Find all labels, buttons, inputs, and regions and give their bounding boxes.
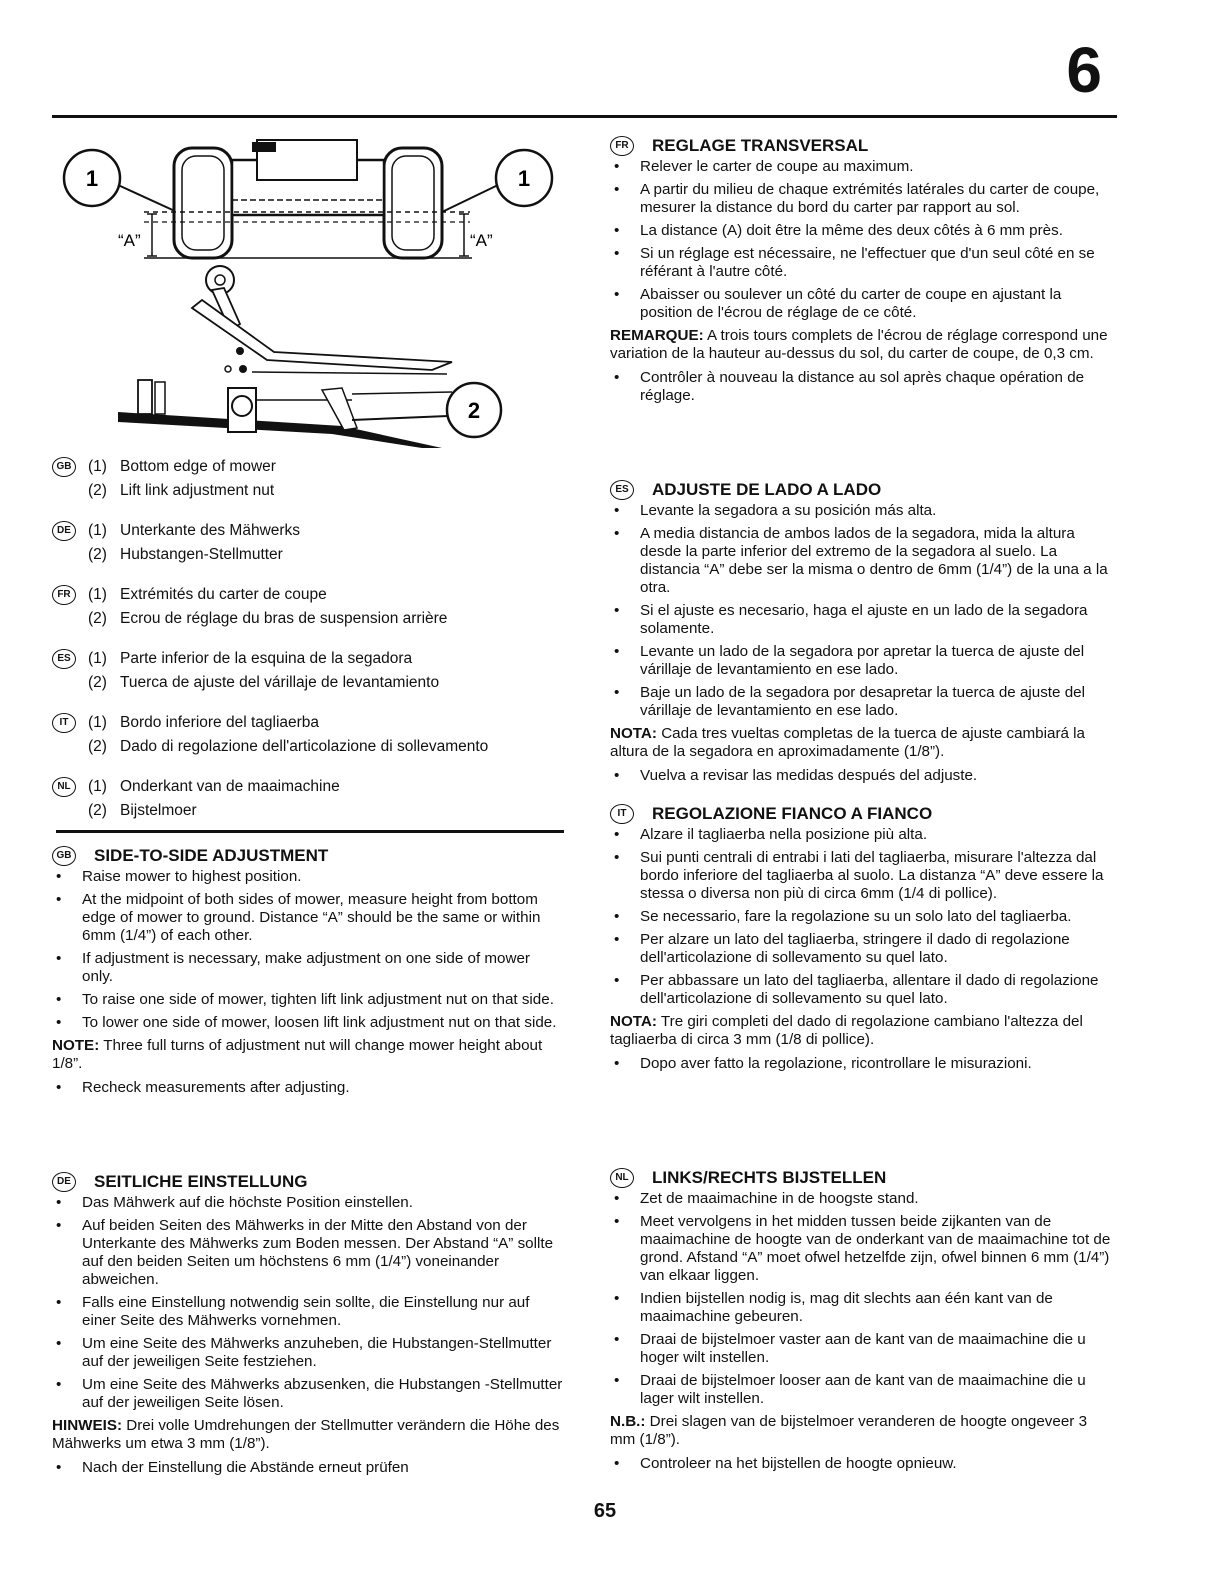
legend-separator bbox=[56, 830, 564, 833]
legend-num: (1) bbox=[88, 586, 107, 603]
bullet-item: • If adjustment is necessary, make adjustment on one side of mower only. bbox=[52, 950, 564, 986]
bullet-item: • At the midpoint of both sides of mower, measure height from bottom edge of mower to ground. Distance “A” should be the same or within 6mm (1/4”) of each other. bbox=[52, 891, 564, 945]
section-heading bbox=[52, 846, 564, 866]
section-gb bbox=[52, 846, 564, 1102]
section-it bbox=[610, 804, 1115, 1078]
bullet-item: • Si un réglage est nécessaire, ne l'effectuer que d'un seul côté en se référant à l'autre côté. bbox=[610, 245, 1115, 281]
bullet-list bbox=[610, 1190, 1115, 1408]
bullet-list bbox=[610, 502, 1115, 720]
note-text: Cada tres vueltas completas de la tuerca de ajuste cambiará la altura de la segadora en aproximadamente (1/8”). bbox=[610, 725, 1085, 760]
legend-group-de bbox=[52, 519, 564, 567]
bullet-item: • Per abbassare un lato del tagliaerba, allentare il dado di regolazione dell'articolazione di sollevamento su quel lato. bbox=[610, 972, 1115, 1008]
callout-2: 2 bbox=[467, 398, 481, 423]
lang-badge-de: DE bbox=[52, 1172, 76, 1192]
section-title: LINKS/RECHTS BIJSTELLEN bbox=[652, 1168, 887, 1187]
lang-badge-fr: FR bbox=[52, 585, 76, 605]
legend-text: Onderkant van de maaimachine bbox=[120, 778, 340, 795]
bullet-item: • A partir du milieu de chaque extrémités latérales du carter de coupe, mesurer la distance du bord du carter par rapport au sol. bbox=[610, 181, 1115, 217]
section-title: ADJUSTE DE LADO A LADO bbox=[652, 480, 882, 499]
bullet-item: • Abaisser ou soulever un côté du carter de coupe en ajustant la position de l'écrou de réglage de ce côté. bbox=[610, 286, 1115, 322]
bullet-item: • Nach der Einstellung die Abstände erneut prüfen bbox=[52, 1459, 564, 1477]
chapter-number: 6 bbox=[1066, 34, 1102, 106]
bullet-item: • Vuelva a revisar las medidas después del adjuste. bbox=[610, 767, 1115, 785]
legend-num: (1) bbox=[88, 778, 107, 795]
bullet-item: • Draai de bijstelmoer vaster aan de kant van de maaimachine die u hoger wilt instellen. bbox=[610, 1331, 1115, 1367]
legend-text: Unterkante des Mähwerks bbox=[120, 522, 301, 539]
legend-text: Bottom edge of mower bbox=[120, 458, 276, 475]
bullet-item: • Si el ajuste es necesario, haga el ajuste en un lado de la segadora solamente. bbox=[610, 602, 1115, 638]
top-rule bbox=[52, 115, 1117, 118]
section-title: SEITLICHE EINSTELLUNG bbox=[94, 1172, 308, 1191]
bullet-item: • La distance (A) doit être la même des deux côtés à 6 mm près. bbox=[610, 222, 1115, 240]
bullet-item: • Falls eine Einstellung notwendig sein sollte, die Einstellung nur auf einer Seite des Mähwerks vornehmen. bbox=[52, 1294, 564, 1330]
lang-badge-es: ES bbox=[52, 649, 76, 669]
legend-text: Bordo inferiore del tagliaerba bbox=[120, 714, 320, 731]
note-text: Drei slagen van de bijstelmoer veranderen de hoogte ongeveer 3 mm (1/8”). bbox=[610, 1413, 1088, 1448]
legend-text: Hubstangen-Stellmutter bbox=[120, 546, 283, 563]
page-number: 65 bbox=[593, 1500, 617, 1522]
legend-text: Extrémités du carter de coupe bbox=[120, 586, 327, 603]
bullet-item: • Raise mower to highest position. bbox=[52, 868, 564, 886]
legend-num: (1) bbox=[88, 458, 107, 475]
section-heading bbox=[610, 480, 1115, 500]
lang-badge-fr: FR bbox=[610, 136, 634, 156]
bullet-item: • Zet de maaimachine in de hoogste stand. bbox=[610, 1190, 1115, 1208]
section-title: REGOLAZIONE FIANCO A FIANCO bbox=[652, 804, 933, 823]
note-label: NOTA: bbox=[610, 1013, 657, 1030]
lang-badge-it: IT bbox=[610, 804, 634, 824]
section-de bbox=[52, 1172, 564, 1482]
section-heading bbox=[610, 804, 1115, 824]
lang-badge-nl: NL bbox=[610, 1168, 634, 1188]
bullet-item: • Sui punti centrali di entrabi i lati del tagliaerba, misurare l'altezza dal bordo inferiore del tagliaerba al suolo. La distanza “A” deve essere la stessa o diversa non più di circa 6mm (1/4 di pollice). bbox=[610, 849, 1115, 903]
bullet-item: • Levante un lado de la segadora por apretar la tuerca de ajuste del várillaje de levantamiento en ese lado. bbox=[610, 643, 1115, 679]
bullet-item: • Se necessario, fare la regolazione su un solo lato del tagliaerba. bbox=[610, 908, 1115, 926]
section-fr bbox=[610, 136, 1115, 410]
bullet-item: • A media distancia de ambos lados de la segadora, mida la altura desde la parte inferior del extremo de la segadora al suelo. La distancia “A” debe ser la misma o dentro de 6mm (1/4”) de la una a la otra. bbox=[610, 525, 1115, 597]
legend-group-gb bbox=[52, 455, 564, 503]
bullet-item: • Draai de bijstelmoer looser aan de kant van de maaimachine die u lager wilt instellen. bbox=[610, 1372, 1115, 1408]
note bbox=[610, 1413, 1115, 1449]
note-label: HINWEIS: bbox=[52, 1417, 123, 1434]
legend-text: Bijstelmoer bbox=[120, 802, 197, 819]
bullet-item: • Relever le carter de coupe au maximum. bbox=[610, 158, 1115, 176]
section-title: REGLAGE TRANSVERSAL bbox=[652, 136, 869, 155]
legend-num: (1) bbox=[88, 650, 107, 667]
lang-badge-it: IT bbox=[52, 713, 76, 733]
legend-text: Parte inferior de la esquina de la segadora bbox=[120, 650, 413, 667]
lang-badge-es: ES bbox=[610, 480, 634, 500]
section-es bbox=[610, 480, 1115, 790]
legend bbox=[52, 455, 564, 823]
bullet-item: • Alzare il tagliaerba nella posizione più alta. bbox=[610, 826, 1115, 844]
section-heading bbox=[610, 136, 1115, 156]
bullet-list bbox=[52, 1194, 564, 1412]
legend-text: Ecrou de réglage du bras de suspension arrière bbox=[120, 610, 448, 627]
note-text: Drei volle Umdrehungen der Stellmutter verändern die Höhe des Mähwerks um etwa 3 mm (1/8”). bbox=[52, 1417, 560, 1452]
legend-num: (1) bbox=[88, 714, 107, 731]
note-text: Three full turns of adjustment nut will change mower height about 1/8”. bbox=[52, 1037, 543, 1072]
bullet-item: • Das Mähwerk auf die höchste Position einstellen. bbox=[52, 1194, 564, 1212]
note bbox=[610, 327, 1115, 363]
bullet-item: • Levante la segadora a su posición más alta. bbox=[610, 502, 1115, 520]
callout-1-right: 1 bbox=[517, 166, 531, 191]
note-text: Tre giri completi del dado di regolazione cambiano l'altezza del tagliaerba di circa 3 mm (1/8 di pollice). bbox=[610, 1013, 1083, 1048]
mower-adjustment-figure bbox=[52, 130, 564, 452]
bullet-item: • Auf beiden Seiten des Mähwerks in der Mitte den Abstand von der Unterkante des Mähwerks zum Boden messen. Der Abstand “A” sollte auf den beiden Seiten um höchstens 6 mm (1/4”) voneinander abweichen. bbox=[52, 1217, 564, 1289]
lang-badge-gb: GB bbox=[52, 846, 76, 866]
bullet-item: • Um eine Seite des Mähwerks abzusenken, die Hubstangen -Stellmutter auf der jeweiligen Seite lösen. bbox=[52, 1376, 564, 1412]
note-label: NOTE: bbox=[52, 1037, 100, 1054]
legend-num: (1) bbox=[88, 522, 107, 539]
note bbox=[52, 1037, 564, 1073]
bullet-item: • Dopo aver fatto la regolazione, ricontrollare le misurazioni. bbox=[610, 1055, 1115, 1073]
bullet-item: • To raise one side of mower, tighten lift link adjustment nut on that side. bbox=[52, 991, 564, 1009]
legend-text: Lift link adjustment nut bbox=[120, 482, 275, 499]
legend-num: (2) bbox=[88, 482, 107, 499]
note-label: REMARQUE: bbox=[610, 327, 704, 344]
legend-num: (2) bbox=[88, 738, 107, 755]
lang-badge-gb: GB bbox=[52, 457, 76, 477]
bullet-item: • Meet vervolgens in het midden tussen beide zijkanten van de maaimachine de hoogte van de onderkant van de maaimachine tot de grond. Afstand “A” moet ofwel hetzelfde zijn, ofwel binnen 6 mm (1/4”) van elkaar liggen. bbox=[610, 1213, 1115, 1285]
note bbox=[610, 725, 1115, 761]
note bbox=[52, 1417, 564, 1453]
bullet-item: • Recheck measurements after adjusting. bbox=[52, 1079, 564, 1097]
legend-group-it bbox=[52, 711, 564, 759]
legend-group-fr bbox=[52, 583, 564, 631]
legend-group-es bbox=[52, 647, 564, 695]
bullet-item: • To lower one side of mower, loosen lift link adjustment nut on that side. bbox=[52, 1014, 564, 1032]
legend-num: (2) bbox=[88, 802, 107, 819]
bullet-list bbox=[610, 158, 1115, 322]
section-title: SIDE-TO-SIDE ADJUSTMENT bbox=[94, 846, 329, 865]
legend-num: (2) bbox=[88, 546, 107, 563]
section-heading bbox=[610, 1168, 1115, 1188]
note bbox=[610, 1013, 1115, 1049]
bullet-item: • Controleer na het bijstellen de hoogte opnieuw. bbox=[610, 1455, 1115, 1473]
legend-num: (2) bbox=[88, 674, 107, 691]
bullet-item: • Contrôler à nouveau la distance au sol après chaque opération de réglage. bbox=[610, 369, 1115, 405]
bullet-item: • Indien bijstellen nodig is, mag dit slechts aan één kant van de maaimachine gebeuren. bbox=[610, 1290, 1115, 1326]
bullet-item: • Um eine Seite des Mähwerks anzuheben, die Hubstangen-Stellmutter auf der jeweiligen Seite festziehen. bbox=[52, 1335, 564, 1371]
legend-text: Tuerca de ajuste del várillaje de levantamiento bbox=[120, 674, 440, 691]
legend-num: (2) bbox=[88, 610, 107, 627]
bullet-item: • Baje un lado de la segadora por desapretar la tuerca de ajuste del várillaje de levantamiento en ese lado. bbox=[610, 684, 1115, 720]
distance-label-right: “A” bbox=[470, 231, 493, 250]
callout-1-left: 1 bbox=[85, 166, 99, 191]
note-label: NOTA: bbox=[610, 725, 657, 742]
section-nl bbox=[610, 1168, 1115, 1478]
note-label: N.B.: bbox=[610, 1413, 646, 1430]
lang-badge-de: DE bbox=[52, 521, 76, 541]
legend-group-nl bbox=[52, 775, 564, 823]
distance-label-left: “A” bbox=[118, 231, 141, 250]
mower-diagram bbox=[52, 130, 564, 452]
bullet-list bbox=[610, 826, 1115, 1008]
section-heading bbox=[52, 1172, 564, 1192]
legend-text: Dado di regolazione dell'articolazione di sollevamento bbox=[120, 738, 489, 755]
lang-badge-nl: NL bbox=[52, 777, 76, 797]
bullet-item: • Per alzare un lato del tagliaerba, stringere il dado di regolazione dell'articolazione di sollevamento su quel lato. bbox=[610, 931, 1115, 967]
note-text: A trois tours complets de l'écrou de réglage correspond une variation de la hauteur au-dessus du sol, du carter de coupe, de 0,3 cm. bbox=[610, 327, 1108, 362]
bullet-list bbox=[52, 868, 564, 1032]
